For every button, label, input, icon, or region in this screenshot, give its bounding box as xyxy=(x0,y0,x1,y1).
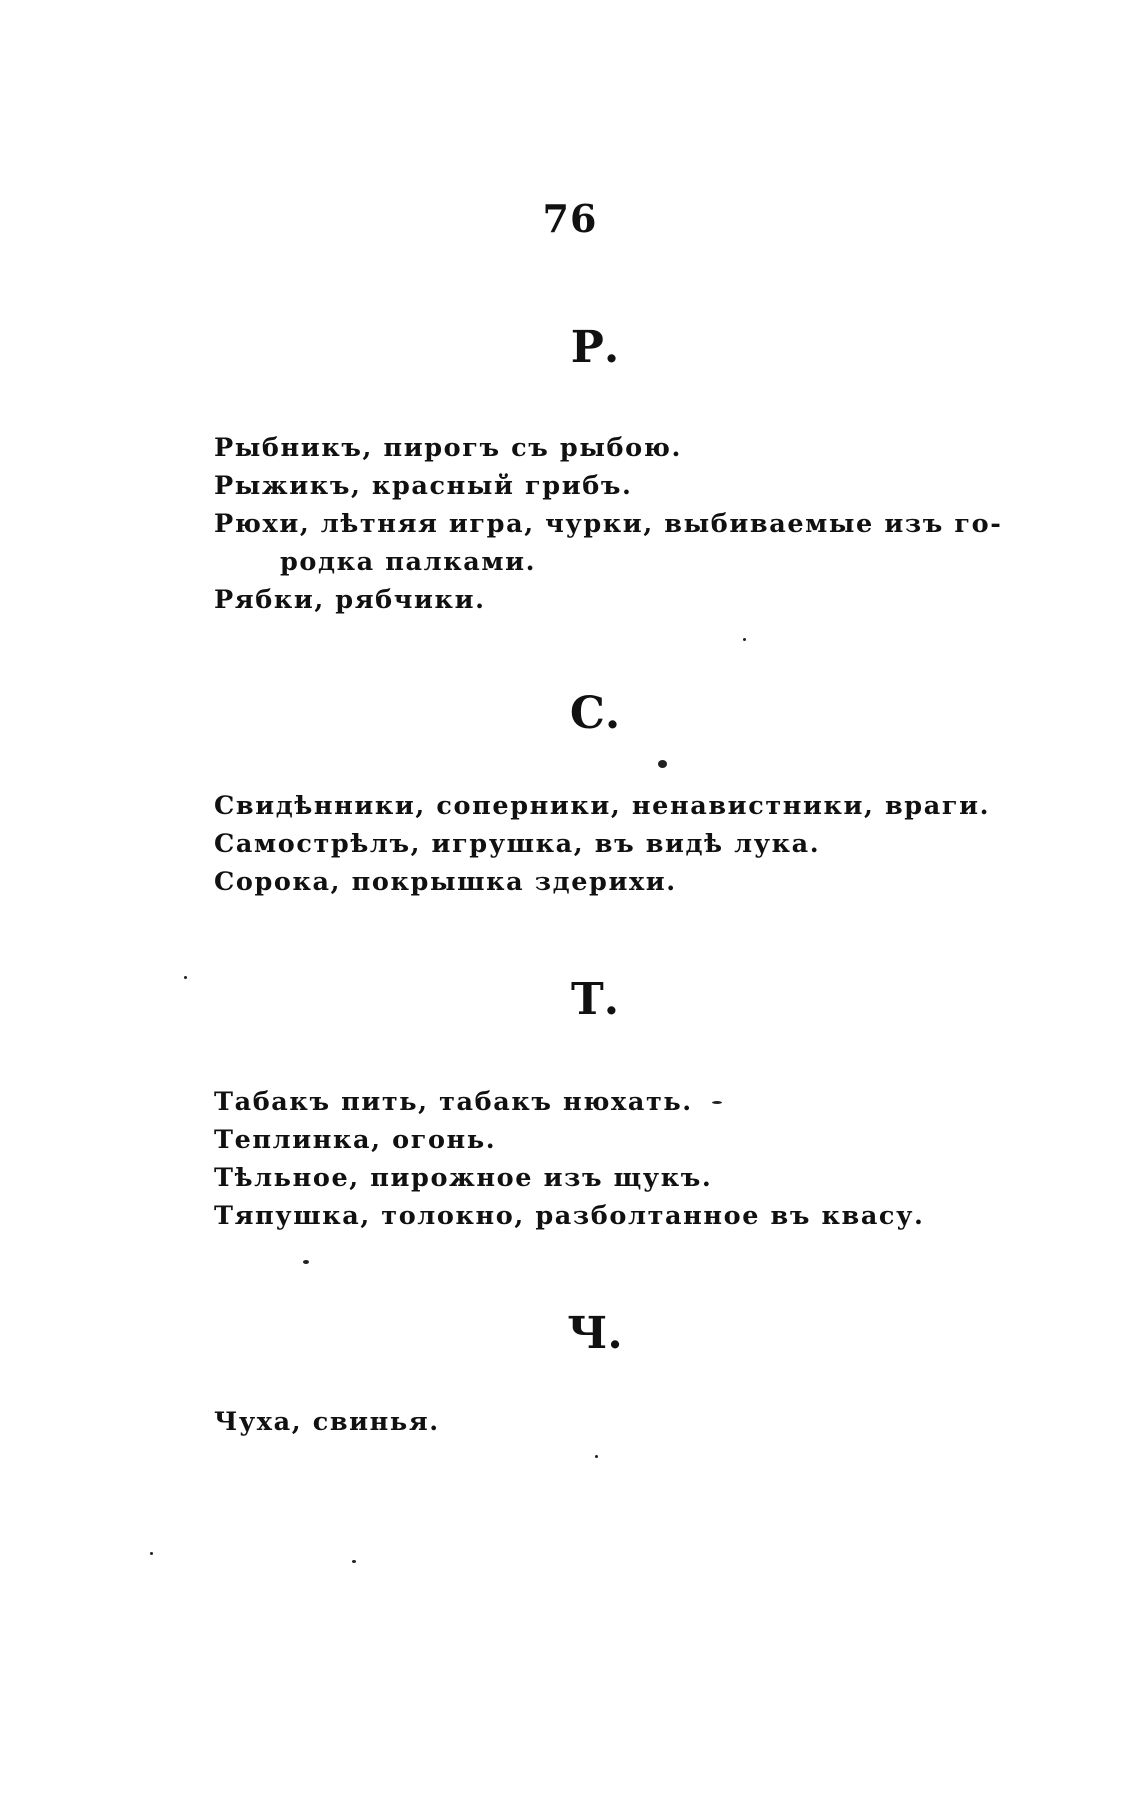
entry-telnoe: Тѣльное, пирожное изъ щукъ. xyxy=(214,1163,713,1193)
ink-speck xyxy=(595,1455,598,1458)
ink-speck xyxy=(184,976,187,979)
section-heading-ch: Ч. xyxy=(567,1308,623,1359)
ink-speck xyxy=(352,1560,356,1563)
entry-ryzhik: Рыжикъ, красный грибъ. xyxy=(214,471,633,501)
entry-teplinka: Теплинка, огонь. xyxy=(214,1125,497,1155)
ink-speck xyxy=(712,1101,722,1104)
entry-ryabki: Рябки, рябчики. xyxy=(214,585,486,615)
entry-chukha: Чуха, свинья. xyxy=(214,1407,440,1437)
entry-svidenniki: Свидѣнники, соперники, ненавистники, враги. xyxy=(214,791,991,821)
entry-samostrel: Самострѣлъ, игрушка, въ видѣ лука. xyxy=(214,829,821,859)
ink-speck xyxy=(743,638,746,641)
ink-speck xyxy=(658,760,667,768)
section-heading-s: С. xyxy=(569,688,621,739)
section-heading-r: Р. xyxy=(570,322,620,373)
ink-speck xyxy=(150,1552,153,1555)
entry-ryukhi: Рюхи, лѣтняя игра, чурки, выбиваемые изъ го- xyxy=(214,509,1003,539)
page-number: 76 xyxy=(542,196,598,241)
entry-soroka: Сорока, покрышка здерихи. xyxy=(214,867,677,897)
entry-tabak: Табакъ пить, табакъ нюхать. xyxy=(214,1087,693,1117)
entry-ryukhi-continuation: родка палками. xyxy=(280,547,537,577)
ink-speck xyxy=(303,1260,309,1264)
entry-rybnik: Рыбникъ, пирогъ съ рыбою. xyxy=(214,433,682,463)
entry-tyapushka: Тяпушка, толокно, разболтанное въ квасу. xyxy=(214,1201,925,1231)
section-heading-t: Т. xyxy=(570,974,620,1025)
